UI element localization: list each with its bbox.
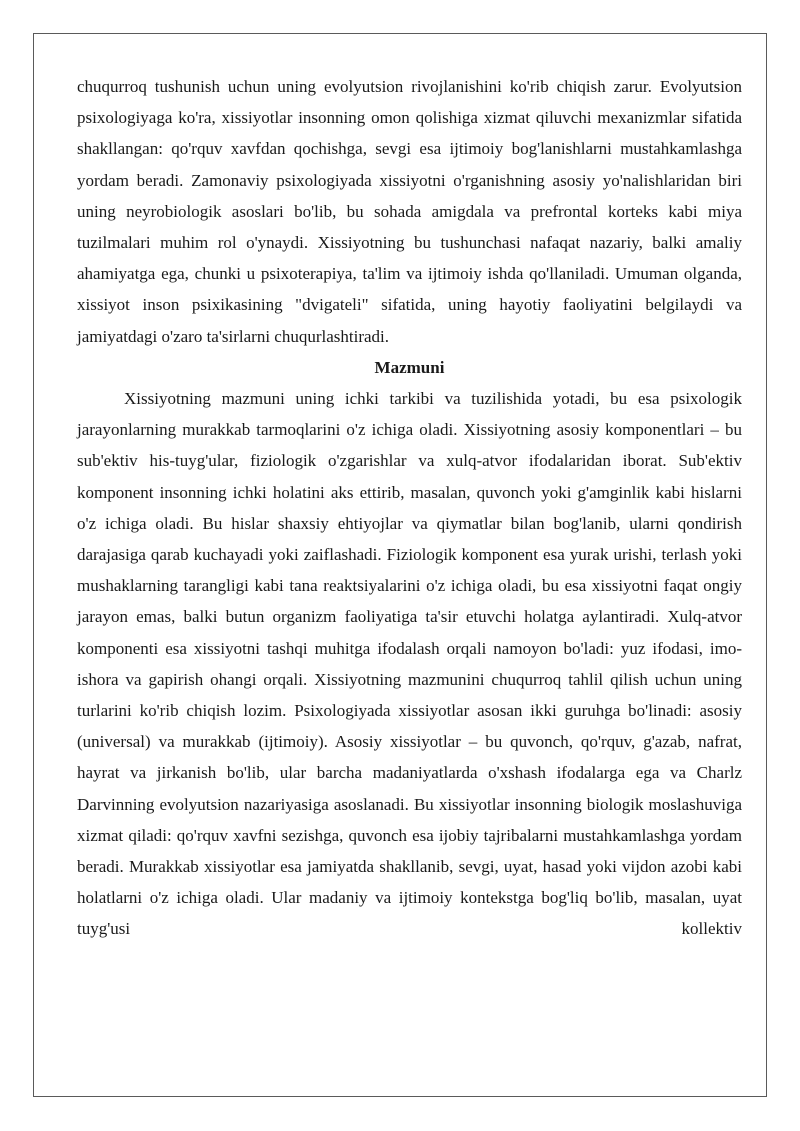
paragraph-content: Xissiyotning mazmuni uning ichki tarkibi va tuzilishida yotadi, bu esa psixologik jarayonlarning murakkab tarmoqlarini o'z ichiga oladi. Xissiyotning asosiy komponentlari – bu sub'ektiv his-tuyg'ular, fiziologik o'zgarishlar va xulq-atvor ifodalaridan iborat. Sub'ektiv komponent insonning ichki holatini aks ettirib, masalan, quvonch yoki g'amginlik kabi hislarni o'z ichiga oladi. Bu hislar shaxsiy ehtiyojlar va qiymatlar bilan bog'lanib, ularni qondirish darajasiga qarab kuchayadi yoki zaiflashadi. Fiziologik komponent esa yurak urishi, terlash yoki mushaklarning tarangligi kabi tana reaktsiyalarini o'z ichiga oladi, bu esa xissiyotni faqat ongiy jarayon emas, balki butun organizm faoliyatiga ta'sir etuvchi holatga aylantiradi. Xulq-atvor komponenti esa xissiyotni tashqi muhitga ifodalash orqali namoyon bo'ladi: yuz ifodasi, imo-ishora va gapirish ohangi orqali. Xissiyotning mazmunini chuqurroq tahlil qilish uchun uning turlarini ko'rib chiqish lozim. Psixologiyada xissiyotlar asosan ikki guruhga bo'linadi: asosiy (universal) va murakkab (ijtimoiy). Asosiy xissiyotlar – bu quvonch, qo'rquv, g'azab, nafrat, hayrat va jirkanish bo'lib, ular barcha madaniyatlarda o'xshash ifodalarga ega va Charlz Darvinning evolyutsion nazariyasiga asoslanadi. Bu xissiyotlar insonning biologik moslashuviga xizmat qiladi: qo'rquv xavfni sezishga, quvonch esa ijobiy tajribalarni mustahkamlashga yordam beradi. Murakkab xissiyotlar esa jamiyatda shakllanib, sevgi, uyat, hasad yoki vijdon azobi kabi holatlarni o'z ichiga oladi. Ular madaniy va ijtimoiy kontekstga bog'liq bo'lib, masalan, uyat tuyg'usi kollektiv [77,389,742,939]
section-heading: Mazmuni [374,357,445,377]
paragraph-intro-continuation: chuqurroq tushunish uchun uning evolyutsion rivojlanishini ko'rib chiqish zarur. Evolyutsion psixologiyaga ko'ra, xissiyotlar insonning omon qolishiga xizmat qiluvchi mexanizmlar sifatida shakllangan: qo'rquv xavfdan qochishga, sevgi esa ijtimoiy bog'lanishlarni mustahkamlashga yordam beradi. Zamonaviy psixologiyada xissiyotni o'rganishning asosiy yo'nalishlaridan biri uning neyrobiologik asoslari bo'lib, bu sohada amigdala va prefrontal korteks kabi miya tuzilmalari muhim rol o'ynaydi. Xissiyotning bu tushunchasi nafaqat nazariy, balki amaliy ahamiyatga ega, chunki u psixoterapiya, ta'lim va ijtimoiy ishda qo'llaniladi. Umuman olganda, xissiyot inson psixikasining "dvigateli" sifatida, uning hayotiy faoliyatini belgilaydi va jamiyatdagi o'zaro ta'sirlarni chuqurlashtiradi. [77,77,742,346]
document-body [77,71,742,945]
